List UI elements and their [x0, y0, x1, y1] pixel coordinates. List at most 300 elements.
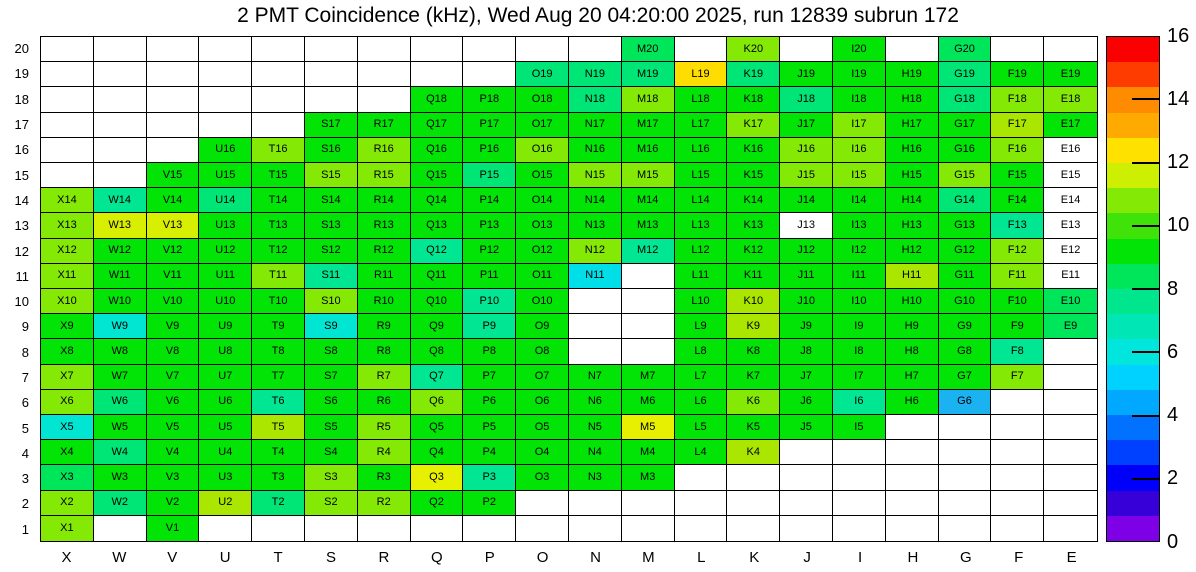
- heatmap-cell: [147, 440, 200, 465]
- heatmap-cell-label: N5: [587, 420, 602, 433]
- heatmap-cell-label: M5: [640, 420, 656, 433]
- colorbar-band: [1107, 188, 1159, 213]
- heatmap-cell-label: K7: [746, 370, 761, 383]
- x-axis: [40, 548, 1098, 566]
- heatmap-cell-label: W12: [108, 244, 131, 257]
- heatmap-cell-label: L15: [691, 168, 710, 181]
- heatmap-cell: [94, 440, 147, 465]
- heatmap-cell: [727, 415, 780, 440]
- colorbar-band: [1107, 390, 1159, 415]
- heatmap-cell-label: X3: [60, 470, 74, 483]
- heatmap-cell-label: S7: [324, 370, 338, 383]
- heatmap-cell: [358, 365, 411, 390]
- heatmap-cell-label: X8: [60, 344, 74, 357]
- heatmap-cell: [1044, 239, 1097, 264]
- y-axis-label: 6: [21, 395, 29, 411]
- colorbar-tick-label: 4: [1167, 404, 1179, 426]
- heatmap-cell: [94, 491, 147, 516]
- heatmap-cell: [622, 87, 675, 112]
- heatmap-cell: [199, 390, 252, 415]
- heatmap-cell-label: I20: [851, 42, 867, 55]
- heatmap-cell-label: N7: [587, 370, 602, 383]
- heatmap-cell: [675, 113, 728, 138]
- heatmap-cell: [991, 415, 1044, 440]
- heatmap-cell: [411, 365, 464, 390]
- y-axis-label: 19: [14, 66, 29, 82]
- heatmap-cell: [516, 87, 569, 112]
- heatmap-cell: [463, 314, 516, 339]
- colorbar-tick-label: 0: [1167, 530, 1179, 553]
- heatmap-cell: [991, 314, 1044, 339]
- heatmap-cell: [94, 314, 147, 339]
- heatmap-cell: [833, 314, 886, 339]
- heatmap-cell: [41, 37, 94, 62]
- heatmap-cell: [516, 516, 569, 541]
- heatmap-cell: [199, 138, 252, 163]
- heatmap-cell: [780, 365, 833, 390]
- heatmap-cell: [411, 163, 464, 188]
- heatmap-cell-label: X14: [57, 193, 77, 206]
- heatmap-cell: [886, 465, 939, 490]
- heatmap-cell-label: Q4: [429, 445, 444, 458]
- heatmap-cell-label: E10: [1060, 294, 1081, 307]
- heatmap-cell-label: P8: [482, 344, 497, 357]
- heatmap-cell-label: W4: [111, 445, 128, 458]
- heatmap-cell: [94, 339, 147, 364]
- heatmap-cell: [516, 440, 569, 465]
- heatmap-cell: [675, 264, 728, 289]
- heatmap-cell: [252, 239, 305, 264]
- heatmap-cell-label: T5: [271, 420, 285, 433]
- heatmap-cell-label: P11: [479, 269, 499, 282]
- heatmap-cell: [252, 314, 305, 339]
- heatmap-cell: [886, 62, 939, 87]
- heatmap-cell-label: S2: [324, 496, 338, 509]
- heatmap-cell-label: F17: [1007, 118, 1027, 131]
- heatmap-cell: [991, 516, 1044, 541]
- heatmap-cell: [675, 415, 728, 440]
- heatmap-cell: [252, 264, 305, 289]
- heatmap-cell-label: H16: [901, 143, 922, 156]
- colorbar-tick: [1132, 478, 1159, 480]
- heatmap-cell-label: Q8: [429, 344, 444, 357]
- heatmap-cell: [727, 113, 780, 138]
- heatmap-cell-label: V14: [162, 193, 183, 206]
- heatmap-cell: [569, 37, 622, 62]
- heatmap-cell: [41, 163, 94, 188]
- heatmap-cell: [252, 390, 305, 415]
- heatmap-cell: [252, 465, 305, 490]
- x-axis-label: Q: [430, 548, 443, 566]
- heatmap-cell: [622, 264, 675, 289]
- heatmap-cell: [727, 163, 780, 188]
- heatmap-cell: [516, 163, 569, 188]
- heatmap-cell-label: G8: [957, 344, 972, 357]
- heatmap-cell: [675, 289, 728, 314]
- heatmap-cell: [727, 62, 780, 87]
- heatmap-cell: [358, 465, 411, 490]
- heatmap-cell: [252, 138, 305, 163]
- heatmap-cell: [622, 188, 675, 213]
- heatmap-cell: [780, 339, 833, 364]
- heatmap-cell-label: I16: [851, 143, 867, 156]
- heatmap-cell-label: R17: [373, 118, 394, 131]
- heatmap-cell-label: X5: [60, 420, 74, 433]
- colorbar-band: [1107, 138, 1159, 163]
- heatmap-cell-label: U6: [218, 395, 233, 408]
- heatmap-cell: [463, 239, 516, 264]
- heatmap-cell: [199, 289, 252, 314]
- heatmap-cell: [463, 339, 516, 364]
- heatmap-cell-label: K6: [746, 395, 761, 408]
- heatmap-cell: [252, 113, 305, 138]
- heatmap-cell-label: X6: [60, 395, 74, 408]
- heatmap-cell: [358, 415, 411, 440]
- heatmap-cell: [305, 339, 358, 364]
- heatmap-cell: [939, 314, 992, 339]
- heatmap-cell-label: Q9: [429, 319, 444, 332]
- heatmap-cell-label: Q17: [426, 118, 447, 131]
- x-axis-label: J: [803, 548, 811, 566]
- heatmap-cell-label: O12: [531, 244, 553, 257]
- heatmap-cell: [886, 516, 939, 541]
- heatmap-cell-label: T9: [271, 319, 285, 332]
- heatmap-cell-label: N19: [584, 67, 605, 80]
- heatmap-cell-label: P15: [479, 168, 500, 181]
- heatmap-cell: [727, 491, 780, 516]
- heatmap-cell: [463, 440, 516, 465]
- heatmap-cell-label: H8: [904, 344, 919, 357]
- heatmap-cell-label: O5: [534, 420, 550, 433]
- heatmap-cell: [886, 113, 939, 138]
- heatmap-cell: [411, 239, 464, 264]
- heatmap-cell-label: M6: [640, 395, 656, 408]
- heatmap-cell-label: W7: [111, 370, 128, 383]
- heatmap-cell: [199, 415, 252, 440]
- y-axis-label: 16: [14, 142, 29, 158]
- colorbar-tick: [1132, 288, 1159, 290]
- heatmap-cell: [147, 491, 200, 516]
- heatmap-cell: [305, 264, 358, 289]
- heatmap-cell: [516, 264, 569, 289]
- heatmap-cell-label: N18: [584, 92, 605, 105]
- heatmap-cell-label: K16: [743, 143, 764, 156]
- heatmap-cell-label: P17: [479, 118, 500, 131]
- heatmap-cell-label: J6: [800, 395, 812, 408]
- heatmap-cell-label: O14: [531, 193, 553, 206]
- heatmap-cell: [1044, 465, 1097, 490]
- heatmap-cell: [411, 188, 464, 213]
- heatmap-cell-label: V7: [165, 370, 180, 383]
- heatmap-cell-label: N12: [584, 244, 605, 257]
- heatmap-cell: [727, 37, 780, 62]
- heatmap-cell-label: G15: [954, 168, 975, 181]
- heatmap-cell-label: M18: [636, 92, 659, 105]
- heatmap-cell: [833, 37, 886, 62]
- heatmap-cell: [516, 289, 569, 314]
- heatmap-cell: [252, 516, 305, 541]
- heatmap-cell: [1044, 37, 1097, 62]
- heatmap-cell-label: T4: [271, 445, 285, 458]
- heatmap-cell: [675, 516, 728, 541]
- x-axis-label: V: [167, 548, 178, 566]
- heatmap-cell-label: M3: [640, 470, 656, 483]
- heatmap-cell-label: O17: [531, 118, 553, 131]
- heatmap-cell: [569, 415, 622, 440]
- x-axis-label: R: [378, 548, 390, 566]
- heatmap-cell-label: W3: [111, 470, 128, 483]
- heatmap-cell: [780, 138, 833, 163]
- heatmap-cell: [252, 491, 305, 516]
- heatmap-cell: [886, 339, 939, 364]
- heatmap-cell-label: U7: [218, 370, 233, 383]
- heatmap-cell: [939, 465, 992, 490]
- heatmap-cell: [991, 213, 1044, 238]
- colorbar-tick: [1132, 98, 1159, 100]
- heatmap-cell-label: G14: [954, 193, 975, 206]
- heatmap-cell-label: T3: [271, 470, 285, 483]
- heatmap-cell: [886, 264, 939, 289]
- heatmap-cell-label: T6: [271, 395, 285, 408]
- heatmap-cell: [675, 213, 728, 238]
- heatmap-cell-label: Q18: [426, 92, 447, 105]
- heatmap-cell-label: M17: [636, 118, 659, 131]
- heatmap-cell: [569, 163, 622, 188]
- heatmap-cell-label: R6: [376, 395, 391, 408]
- heatmap-cell-label: O13: [531, 218, 553, 231]
- heatmap-cell: [147, 264, 200, 289]
- heatmap-cell: [358, 440, 411, 465]
- colorbar-tick: [1132, 162, 1159, 164]
- heatmap-cell: [463, 188, 516, 213]
- heatmap-cell-label: V3: [165, 470, 180, 483]
- heatmap-cell: [199, 62, 252, 87]
- colorbar-band: [1107, 239, 1159, 264]
- heatmap-cell: [780, 188, 833, 213]
- heatmap-cell: [833, 465, 886, 490]
- heatmap-cell-label: U15: [215, 168, 236, 181]
- heatmap-cell: [1044, 440, 1097, 465]
- heatmap-cell-label: R13: [373, 218, 394, 231]
- heatmap-cell: [411, 465, 464, 490]
- heatmap-cell: [411, 113, 464, 138]
- x-axis-label: K: [749, 548, 760, 566]
- heatmap-cell-label: K10: [743, 294, 764, 307]
- heatmap-cell-label: M15: [636, 168, 659, 181]
- heatmap-cell-label: R12: [373, 244, 394, 257]
- heatmap-cell: [622, 440, 675, 465]
- heatmap-cell-label: H19: [901, 67, 922, 80]
- heatmap-cell: [305, 62, 358, 87]
- heatmap-cell-label: R3: [376, 470, 391, 483]
- heatmap-cell-label: J14: [797, 193, 815, 206]
- heatmap-cell-label: J10: [797, 294, 815, 307]
- heatmap-cell-label: U10: [215, 294, 236, 307]
- heatmap-cell-label: I19: [851, 67, 867, 80]
- heatmap-cell-label: R9: [376, 319, 391, 332]
- heatmap-cell: [727, 339, 780, 364]
- heatmap-cell: [147, 138, 200, 163]
- heatmap-cell: [622, 339, 675, 364]
- heatmap-cell-label: V4: [165, 445, 180, 458]
- heatmap-cell-label: V5: [165, 420, 180, 433]
- colorbar-tick-label: 16: [1167, 24, 1190, 47]
- heatmap-cell-label: H11: [902, 269, 922, 282]
- colorbar-tick: [1132, 351, 1159, 353]
- heatmap-cell-label: L8: [694, 344, 707, 357]
- heatmap-cell: [727, 314, 780, 339]
- heatmap-cell: [675, 188, 728, 213]
- heatmap-cell-label: P18: [479, 92, 500, 105]
- heatmap-cell: [252, 339, 305, 364]
- heatmap-cell: [1044, 62, 1097, 87]
- heatmap-cell-label: I17: [851, 118, 867, 131]
- heatmap-cell-label: F8: [1010, 344, 1024, 357]
- colorbar-band: [1107, 289, 1159, 314]
- heatmap-cell-label: P9: [482, 319, 497, 332]
- heatmap-cell-label: K14: [743, 193, 764, 206]
- heatmap-cell-label: W6: [111, 395, 128, 408]
- heatmap-cell: [411, 339, 464, 364]
- heatmap-cell-label: X12: [57, 244, 77, 257]
- heatmap-cell: [305, 314, 358, 339]
- heatmap-cell-label: P10: [479, 294, 500, 307]
- heatmap-cell: [886, 365, 939, 390]
- heatmap-cell-label: E13: [1060, 218, 1081, 231]
- heatmap-cell: [147, 188, 200, 213]
- heatmap-cell: [305, 440, 358, 465]
- y-axis-label: 7: [21, 370, 29, 385]
- heatmap-cell: [780, 163, 833, 188]
- heatmap-cell: [991, 138, 1044, 163]
- y-axis-label: 20: [14, 41, 29, 57]
- heatmap-cell-label: L18: [691, 92, 710, 105]
- heatmap-cell: [939, 213, 992, 238]
- colorbar-tick: [1132, 415, 1159, 417]
- heatmap-cell-label: Q7: [429, 370, 444, 383]
- heatmap-cell-label: S16: [321, 143, 341, 156]
- y-axis-label: 18: [14, 91, 29, 107]
- heatmap-cell: [147, 239, 200, 264]
- heatmap-cell: [886, 289, 939, 314]
- heatmap-cell: [939, 87, 992, 112]
- colorbar-tick-label: 14: [1167, 87, 1190, 110]
- heatmap-cell-label: K20: [743, 42, 764, 55]
- heatmap-cell: [569, 62, 622, 87]
- heatmap-cell-label: J16: [797, 143, 815, 156]
- heatmap-cell-label: X13: [57, 218, 77, 231]
- heatmap-cell-label: P12: [479, 244, 500, 257]
- heatmap-cell: [1044, 113, 1097, 138]
- heatmap-cell-label: Q6: [429, 395, 444, 408]
- heatmap-cell-label: V1: [165, 521, 180, 534]
- heatmap-cell-label: F11: [1008, 269, 1027, 282]
- heatmap-cell-label: U8: [218, 344, 233, 357]
- heatmap-cell-label: E18: [1060, 92, 1081, 105]
- heatmap-cell-label: W5: [111, 420, 128, 433]
- heatmap-cell-label: U12: [215, 244, 236, 257]
- heatmap-cell: [780, 491, 833, 516]
- heatmap-cell: [991, 163, 1044, 188]
- heatmap-cell-label: F16: [1007, 143, 1027, 156]
- heatmap-cell: [463, 390, 516, 415]
- heatmap-cell: [411, 440, 464, 465]
- heatmap-cell: [622, 113, 675, 138]
- heatmap-cell-label: F13: [1007, 218, 1027, 231]
- colorbar-tick-label: 8: [1167, 277, 1179, 300]
- heatmap-cell: [199, 87, 252, 112]
- heatmap-cell: [463, 87, 516, 112]
- heatmap-cell: [516, 465, 569, 490]
- heatmap-cell-label: L9: [694, 319, 707, 332]
- heatmap-cell-label: L5: [694, 420, 707, 433]
- heatmap-cell: [939, 62, 992, 87]
- y-axis-label: 5: [21, 420, 29, 436]
- y-axis-label: 8: [21, 344, 29, 360]
- heatmap-cell: [358, 188, 411, 213]
- heatmap-cell-label: L13: [691, 218, 710, 231]
- heatmap-cell: [833, 138, 886, 163]
- heatmap-cell: [147, 87, 200, 112]
- heatmap-cell: [94, 390, 147, 415]
- heatmap-cell: [939, 289, 992, 314]
- heatmap-cell-label: V8: [165, 344, 180, 357]
- heatmap-cell: [886, 415, 939, 440]
- heatmap-cell-label: N3: [587, 470, 602, 483]
- colorbar-tick: [1132, 225, 1159, 227]
- heatmap-cell-label: K19: [743, 67, 764, 80]
- heatmap-cell-label: L16: [691, 143, 710, 156]
- heatmap-cell-label: W10: [108, 294, 131, 307]
- heatmap-cell: [886, 314, 939, 339]
- heatmap-cell-label: E15: [1060, 168, 1081, 181]
- heatmap-cell: [939, 163, 992, 188]
- heatmap-cell: [569, 339, 622, 364]
- heatmap-cell: [305, 113, 358, 138]
- heatmap-cell: [41, 314, 94, 339]
- colorbar-band: [1107, 163, 1159, 188]
- heatmap-cell: [147, 516, 200, 541]
- heatmap-cell: [622, 62, 675, 87]
- heatmap-cell: [939, 390, 992, 415]
- x-axis-label: S: [325, 548, 336, 566]
- heatmap-cell-label: J11: [797, 269, 815, 282]
- heatmap-cell-label: G19: [954, 67, 975, 80]
- heatmap-cell-label: T2: [271, 496, 285, 509]
- heatmap-cell-label: X7: [60, 370, 74, 383]
- heatmap-cell: [780, 37, 833, 62]
- heatmap-cell: [569, 264, 622, 289]
- heatmap-cell: [939, 415, 992, 440]
- heatmap-cell: [1044, 390, 1097, 415]
- heatmap-cell: [199, 239, 252, 264]
- heatmap-cell-label: K4: [746, 445, 761, 458]
- heatmap-cell: [622, 491, 675, 516]
- heatmap-cell-label: W13: [108, 218, 131, 231]
- colorbar-tick-label: 12: [1167, 151, 1190, 173]
- heatmap-cell: [675, 138, 728, 163]
- heatmap-cell: [199, 491, 252, 516]
- heatmap-cell-label: G11: [954, 269, 975, 282]
- heatmap-cell-label: L12: [691, 244, 710, 257]
- heatmap-cell: [780, 239, 833, 264]
- heatmap-cell-label: S9: [324, 319, 338, 332]
- heatmap-cell: [780, 314, 833, 339]
- heatmap-cell: [41, 87, 94, 112]
- heatmap-cell: [305, 415, 358, 440]
- heatmap-cell: [622, 138, 675, 163]
- x-axis-label: L: [697, 548, 706, 566]
